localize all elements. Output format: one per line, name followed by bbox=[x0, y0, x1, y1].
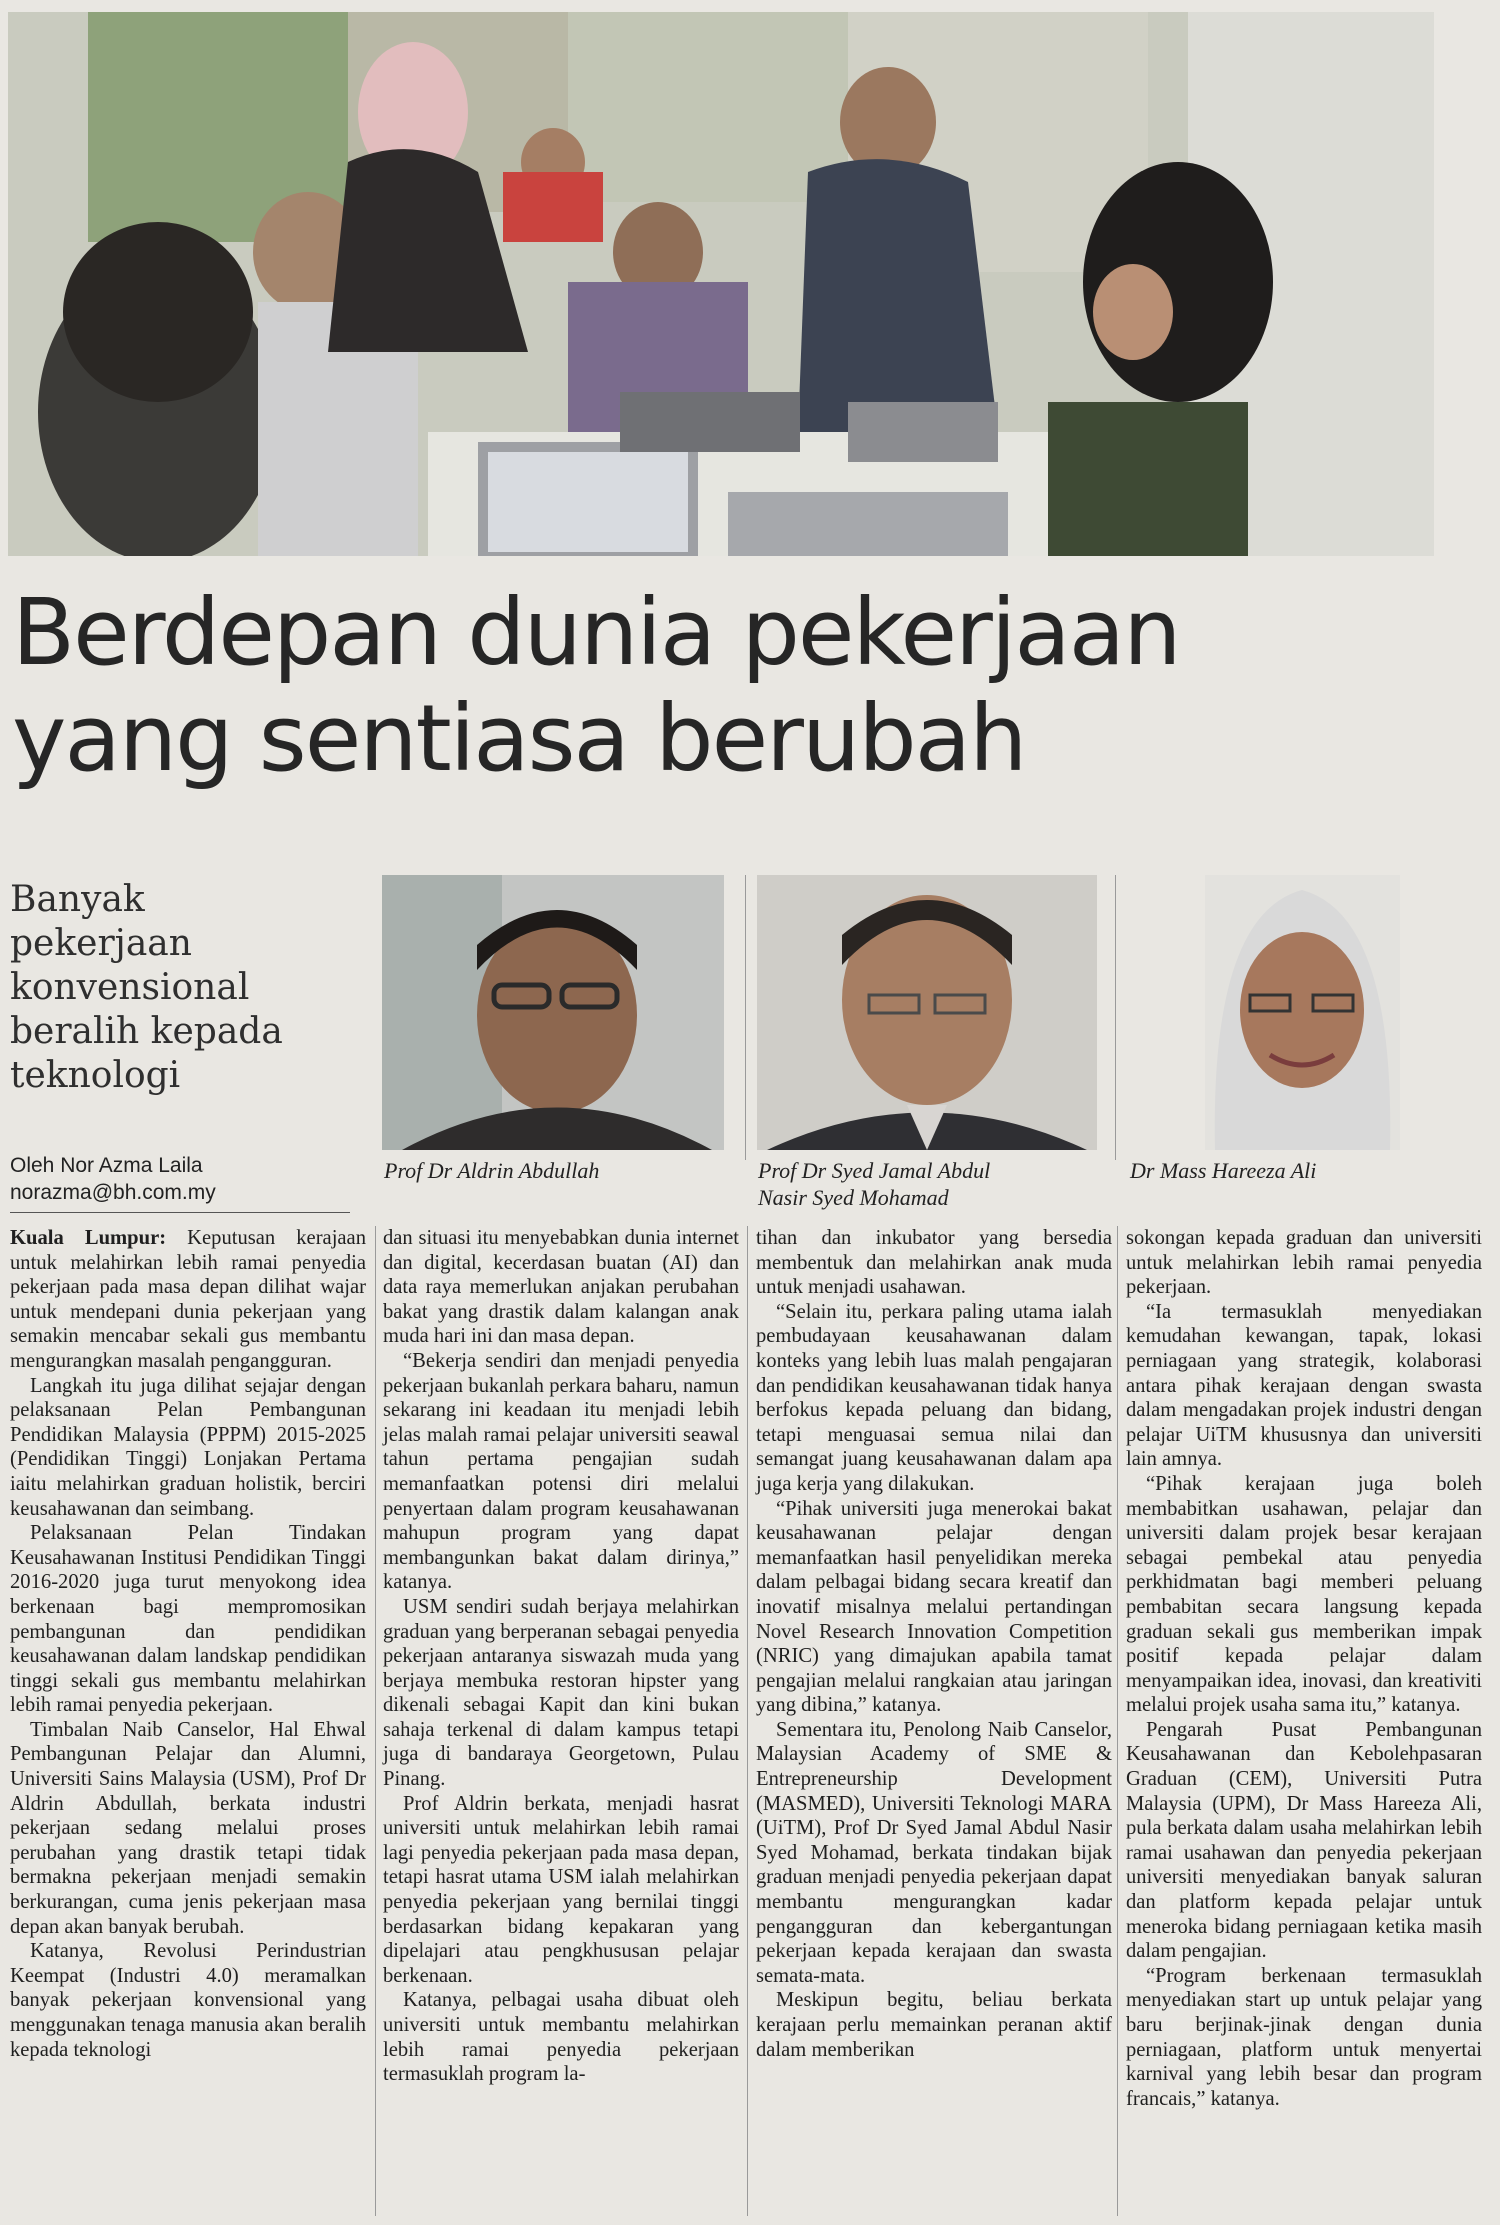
paragraph: Timbalan Naib Canselor, Hal Ehwal Pembangunan Pelajar dan Alumni, Universiti Sains Malaysia (USM), Prof Dr Aldrin Abdullah, berkata industri pekerjaan sedang melalui proses perubahan yang drastik tetapi tidak bermakna pekerjaan menjadi semakin berkurangan, cuma jenis pekerjaan masa depan akan banyak berubah. bbox=[10, 1718, 366, 1938]
deck-line: pekerjaan bbox=[10, 923, 192, 964]
byline-rule bbox=[10, 1212, 350, 1213]
paragraph: Prof Aldrin berkata, menjadi hasrat universiti untuk melahirkan lebih ramai lagi penyedia pekerjaan pada masa depan, tetapi hasrat utama USM ialah melahirkan penyedia pekerjaan yang bernilai tinggi berdasarkan bidang kepakaran yang dipelajari atau pengkhususan pelajar berkenaan. bbox=[383, 1792, 739, 1987]
paragraph: “Pihak universiti juga menerokai bakat keusahawanan pelajar dengan memanfaatkan hasil penyelidikan mereka dalam pelbagai bidang secara kreatif dan inovatif misalnya melalui pertandingan Novel Research Innovation Competition (NRIC) yang dimajukan apabila tamat pengajian melalui rangkaian atau jaringan yang dibina,” katanya. bbox=[756, 1497, 1112, 1717]
portrait-mass-photo bbox=[1205, 875, 1400, 1150]
headline-line-2: yang sentiasa berubah bbox=[12, 685, 1026, 792]
portrait-aldrin-photo bbox=[382, 875, 724, 1150]
headline-line-1: Berdepan dunia pekerjaan bbox=[12, 579, 1180, 686]
article-column-1 bbox=[10, 1226, 366, 2062]
paragraph: tihan dan inkubator yang bersedia membentuk dan melahirkan anak muda untuk menjadi usahawan. bbox=[756, 1227, 1112, 1299]
paragraph: “Selain itu, perkara paling utama ialah pembudayaan keusahawanan dalam konteks yang lebih luas malah pengajaran dan pendidikan keusahawanan tidak hanya berfokus kepada peluang dan bidang, tetapi menguasai semua nilai dan semangat juang keusahawanan dalam apa juga kerja yang dilakukan. bbox=[756, 1300, 1112, 1495]
paragraph: Sementara itu, Penolong Naib Canselor, Malaysian Academy of SME & Entrepreneurship Development (MASMED), Universiti Teknologi MARA (UiTM), Prof Dr Syed Jamal Abdul Nasir Syed Mohamad, berkata tindakan bijak graduan menjadi penyedia pekerjaan dapat membantu mengurangkan kadar pengangguran dan kebergantungan pekerjaan kepada kerajaan dan swasta semata-mata. bbox=[756, 1718, 1112, 1987]
article-column-2 bbox=[383, 1226, 739, 2087]
article-column-4 bbox=[1126, 1226, 1482, 2111]
article-column-3 bbox=[756, 1226, 1112, 2062]
hero-photo bbox=[8, 12, 1434, 556]
paragraph: Pengarah Pusat Pembangunan Keusahawanan dan Kebolehpasaran Graduan (CEM), Universiti Putra Malaysia (UPM), Dr Mass Hareeza Ali, pula berkata dalam usaha melahirkan lebih ramai usahawan dan penyedia pekerjaan universiti menyediakan banyak saluran dan platform kepada pelajar untuk meneroka bidang perniagaan ketika masih dalam pengajian. bbox=[1126, 1718, 1482, 1963]
deck-line: konvensional bbox=[10, 967, 250, 1008]
paragraph: “Ia termasuklah menyediakan kemudahan kewangan, tapak, lokasi perniagaan yang strategik, kolaborasi antara pihak kerajaan dengan swasta dalam mengadakan projek industri dengan pelajar UiTM khususnya dan universiti lain amnya. bbox=[1126, 1300, 1482, 1471]
paragraph: “Bekerja sendiri dan menjadi penyedia pekerjaan bukanlah perkara baharu, namun sekarang ini keadaan itu menjadi lebih jelas malah ramai pelajar universiti seawal tahun pertama pengajian sudah memanfaatkan potensi diri melalui penyertaan dalam program keusahawanan mahupun program yang dapat membangunkan bakat dalam dirinya,” katanya. bbox=[383, 1349, 739, 1594]
portrait-aldrin bbox=[382, 875, 724, 1150]
byline bbox=[10, 1152, 370, 1206]
deck bbox=[10, 878, 370, 1098]
caption-mass: Dr Mass Hareeza Ali bbox=[1130, 1158, 1317, 1183]
column-divider bbox=[1115, 875, 1116, 1160]
paragraph: “Program berkenaan termasuklah menyediakan start up untuk pelajar yang baru berjinak-jinak dengan dunia perniagaan, platform untuk menyertai karnival yang lebih besar dan program francais,” katanya. bbox=[1126, 1964, 1482, 2110]
caption-syed-line-1: Prof Dr Syed Jamal Abdul bbox=[758, 1158, 991, 1183]
column-divider bbox=[375, 1226, 376, 2216]
caption-syed bbox=[758, 1157, 990, 1211]
hero-photo-illustration bbox=[8, 12, 1434, 556]
paragraph: dan situasi itu menyebabkan dunia internet dan digital, kecerdasan buatan (AI) dan data raya memerlukan anjakan perubahan bakat yang drastik dalam kalangan anak muda hari ini dan masa depan. bbox=[383, 1227, 739, 1348]
paragraph-text: Keputusan kerajaan untuk melahirkan lebih ramai penyedia pekerjaan pada masa depan dilihat wajar untuk mendepani dunia pekerjaan yang semakin mencabar sekali gus membantu mengurangkan masalah pengangguran. bbox=[10, 1227, 366, 1372]
paragraph: Katanya, Revolusi Perindustrian Keempat (Industri 4.0) meramalkan banyak pekerjaan konvensional yang menggunakan tenaga manusia akan beralih kepada teknologi bbox=[10, 1940, 366, 2061]
byline-email: norazma@bh.com.my bbox=[10, 1181, 216, 1204]
portrait-syed-photo bbox=[757, 875, 1097, 1150]
caption-syed-line-2: Nasir Syed Mohamad bbox=[758, 1185, 949, 1210]
paragraph: Langkah itu juga dilihat sejajar dengan pelaksanaan Pelan Pembangunan Pendidikan Malaysia (PPPM) 2015-2025 (Pendidikan Tinggi) Lonjakan Pertama iaitu melahirkan graduan holistik, berciri keusahawanan dan seimbang. bbox=[10, 1374, 366, 1520]
byline-author: Oleh Nor Azma Laila bbox=[10, 1154, 203, 1177]
headline bbox=[12, 580, 1452, 792]
column-divider bbox=[747, 1226, 748, 2216]
caption-aldrin: Prof Dr Aldrin Abdullah bbox=[384, 1158, 600, 1183]
portrait-syed bbox=[757, 875, 1097, 1150]
paragraph: “Pihak kerajaan juga boleh membabitkan usahawan, pelajar dan universiti dalam projek besar kerajaan sebagai pembekal atau penyedia perkhidmatan bagi memberi peluang pembabitan secara langsung kepada graduan sekali gus memberikan impak positif kepada pelajar dalam menyampaikan idea, inovasi, dan kreativiti melalui projek usaha sama itu,” katanya. bbox=[1126, 1472, 1482, 1717]
paragraph: sokongan kepada graduan dan universiti untuk melahirkan lebih ramai penyedia pekerjaan. bbox=[1126, 1227, 1482, 1299]
column-divider bbox=[745, 875, 746, 1160]
paragraph: Katanya, pelbagai usaha dibuat oleh universiti untuk membantu melahirkan lebih ramai penyedia pekerjaan termasuklah program la- bbox=[383, 1989, 739, 2086]
paragraph bbox=[10, 1226, 366, 1374]
deck-line: Banyak bbox=[10, 879, 145, 920]
paragraph: Pelaksanaan Pelan Tindakan Keusahawanan Institusi Pendidikan Tinggi 2016-2020 juga turut menyokong idea berkenaan bagi mempromosikan pembangunan dan pendidikan keusahawanan dalam landskap pendidikan tinggi sekali gus membantu melahirkan lebih ramai penyedia pekerjaan. bbox=[10, 1522, 366, 1717]
portrait-mass bbox=[1205, 875, 1400, 1150]
column-divider bbox=[1117, 1226, 1118, 2216]
dateline: Kuala Lumpur: bbox=[10, 1227, 167, 1249]
paragraph: Meskipun begitu, beliau berkata kerajaan perlu memainkan peranan aktif dalam memberikan bbox=[756, 1989, 1112, 2061]
deck-line: teknologi bbox=[10, 1055, 181, 1096]
deck-line: beralih kepada bbox=[10, 1011, 283, 1052]
paragraph: USM sendiri sudah berjaya melahirkan graduan yang berperanan sebagai penyedia pekerjaan antaranya siswazah muda yang berjaya membuka restoran hipster yang dikenali sebagai Kapit dan kini bukan sahaja terkenal di dalam kampus tetapi juga di bandaraya Georgetown, Pulau Pinang. bbox=[383, 1595, 739, 1791]
